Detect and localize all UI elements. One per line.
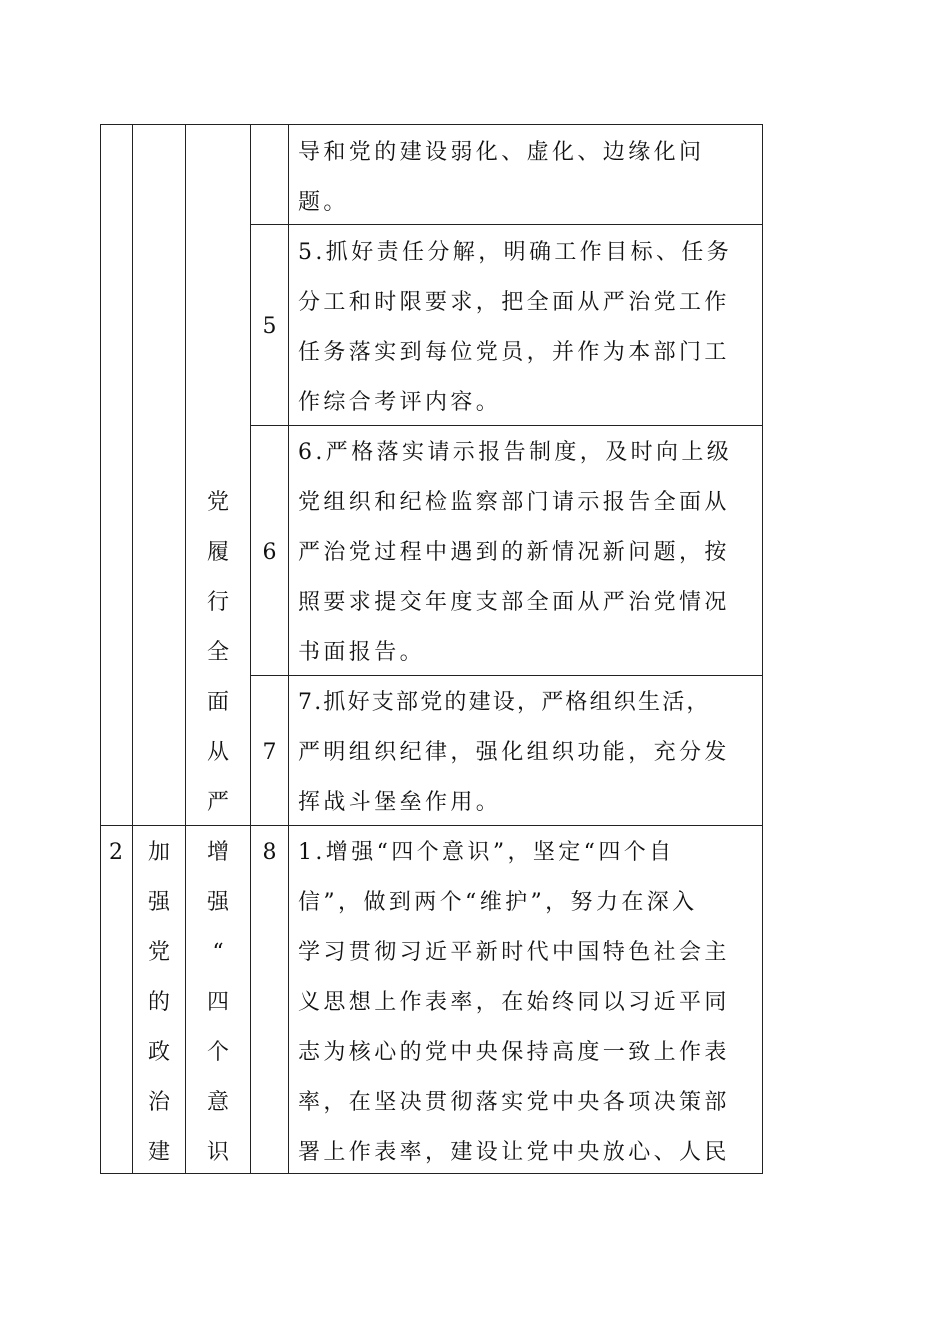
row-text-line: 严明组织纪律，强化组织功能，充分发	[298, 740, 730, 765]
category-char: 加	[147, 840, 170, 865]
table-border-right	[762, 124, 763, 1174]
row-text-line: 学习贯彻习近平新时代中国特色社会主	[298, 940, 730, 965]
row-text-line: 1.增强“四个意识”，坚定“四个自	[298, 840, 675, 865]
sub-category-char: 行	[206, 590, 229, 615]
sub-category-char: 党	[206, 490, 229, 515]
sub-category-char: 从	[206, 740, 229, 765]
column-divider	[250, 124, 251, 1174]
category-char: 强	[147, 890, 170, 915]
sub-category-char: 四	[206, 990, 229, 1015]
sub-category-cell	[186, 478, 250, 828]
sub-category-cell	[186, 828, 250, 1178]
row-text-line: 署上作表率，建设让党中央放心、人民	[298, 1140, 730, 1165]
sub-category-char: 面	[206, 690, 229, 715]
category-char: 政	[147, 1040, 170, 1065]
row-number: 8	[262, 840, 277, 865]
row-text-line: 作综合考评内容。	[298, 390, 502, 415]
sub-category-char: 增	[206, 840, 229, 865]
column-divider	[288, 124, 289, 1174]
row-text-line: 书面报告。	[298, 640, 426, 665]
row-text-line: 7.抓好支部党的建设，严格组织生活，	[298, 690, 711, 715]
sub-category-char: 识	[206, 1140, 229, 1165]
sub-category-char: 全	[206, 640, 229, 665]
row-number: 7	[262, 740, 277, 765]
row-text-line: 6.严格落实请示报告制度，及时向上级	[298, 440, 733, 465]
sub-category-char: “	[212, 940, 224, 965]
category-char: 党	[147, 940, 170, 965]
row-text-line: 率，在坚决贯彻落实党中央各项决策部	[298, 1090, 730, 1115]
row-text-line: 挥战斗堡垒作用。	[298, 790, 502, 815]
sub-category-char: 强	[206, 890, 229, 915]
sub-category-char: 履	[206, 540, 229, 565]
table-border-left	[100, 124, 101, 1174]
sub-category-char: 意	[206, 1090, 229, 1115]
row-number: 6	[262, 540, 277, 565]
row-text-line: 题。	[298, 190, 349, 215]
row-text-line: 照要求提交年度支部全面从严治党情况	[298, 590, 730, 615]
sub-category-char: 严	[206, 790, 229, 815]
table-border-top	[100, 124, 763, 125]
row-text-line: 分工和时限要求，把全面从严治党工作	[298, 290, 730, 315]
row-text-line: 志为核心的党中央保持高度一致上作表	[298, 1040, 730, 1065]
row-text-line: 任务落实到每位党员，并作为本部门工	[298, 340, 730, 365]
row-text-line: 义思想上作表率，在始终同以习近平同	[298, 990, 730, 1015]
row-text-line: 严治党过程中遇到的新情况新问题，按	[298, 540, 730, 565]
category-char: 的	[147, 990, 170, 1015]
section-index: 2	[109, 840, 123, 865]
row-text-line: 信”，做到两个“维护”，努力在深入	[298, 890, 698, 915]
category-char: 治	[147, 1090, 170, 1115]
row-text-line: 5.抓好责任分解，明确工作目标、任务	[298, 240, 733, 265]
category-cell	[133, 828, 185, 1178]
sub-category-char: 个	[206, 1040, 229, 1065]
category-char: 建	[147, 1140, 170, 1165]
row-text-line: 导和党的建设弱化、虚化、边缘化问	[298, 140, 705, 165]
row-text-line: 党组织和纪检监察部门请示报告全面从	[298, 490, 730, 515]
row-number: 5	[262, 314, 277, 339]
